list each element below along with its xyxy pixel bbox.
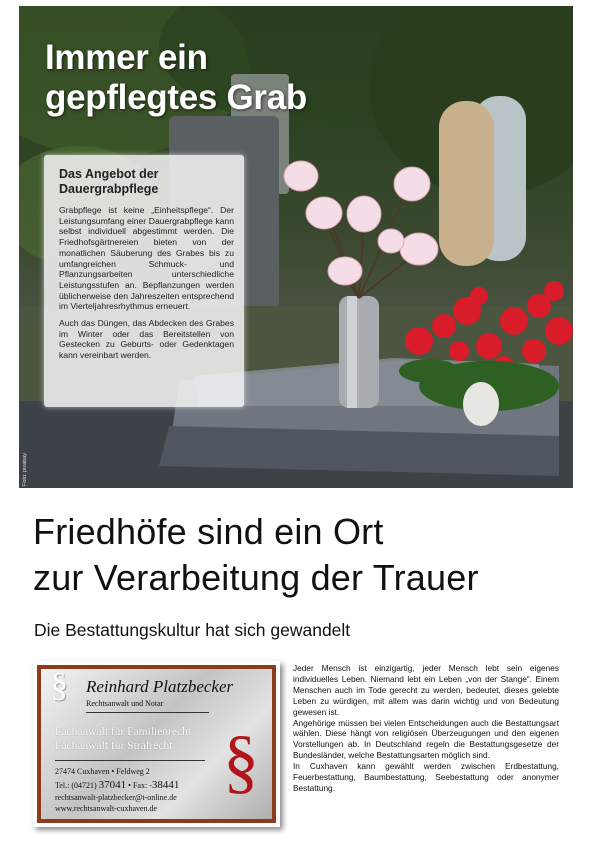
info-box-heading-line2: Dauergrabpflege: [59, 182, 159, 196]
article-body: [293, 663, 559, 794]
white-stone: [463, 382, 499, 426]
ad-fax-number: 38441: [151, 779, 180, 791]
ad-lawyer-role: Rechtsanwalt und Notar: [86, 699, 164, 708]
lawyer-advertisement: [33, 661, 280, 827]
gravestone-sandstone: [439, 101, 494, 266]
paragraph-icon: §: [51, 667, 68, 704]
info-box-heading: [59, 167, 234, 197]
main-heading-line2: zur Verarbeitung der Trauer: [33, 557, 479, 598]
main-heading-line1: Friedhöfe sind ein Ort: [33, 511, 384, 552]
ad-phone-label: Tel.: (04721): [55, 781, 97, 790]
divider: [86, 712, 209, 713]
info-box-paragraph: Auch das Düngen, das Abdecken des Grabes im Winter oder das Bereitstellen von Gestecken zu Geburts- oder Gedenktagen kann vereinbart werden.: [59, 318, 234, 361]
ad-address: 27474 Cuxhaven • Feldweg 2: [55, 767, 150, 776]
divider: [55, 760, 205, 761]
ad-fax-label: • Fax: -: [128, 781, 152, 790]
vase: [339, 296, 379, 408]
ad-email-link[interactable]: rechtsanwalt-platzbecker@t-online.de: [55, 793, 177, 802]
article-paragraph: Angehörige müssen bei vielen Entscheidungen auch die Bestattungsart wählen. Diese hängt von religiösen Überzeugungen und den eigenen Vorstellungen ab. In Deutschland regeln die Bestattungsgesetze der Bundesländer, welche Bestattungsarten möglich sind.: [293, 717, 559, 761]
hero-title: [45, 38, 385, 118]
ad-phone-fax: [55, 779, 179, 791]
article-paragraph: In Cuxhaven kann gewählt werden zwischen Erdbestattung, Feuerbestattung, Baumbestattung, Seebestattung oder anonymer Bestattung.: [293, 761, 559, 793]
ad-website-link[interactable]: www.rechtsanwalt-cuxhaven.de: [55, 804, 158, 813]
magnolia-blossoms: [284, 161, 438, 285]
hero-title-line1: Immer ein: [45, 38, 208, 77]
ad-lawyer-name: Reinhard Platzbecker: [86, 677, 234, 696]
main-heading: [33, 509, 573, 601]
ad-phone-number[interactable]: 37041: [98, 779, 127, 791]
ad-specialty: Fachanwalt für Familienrecht: [55, 726, 192, 738]
photo-credit: Foto: pixabay: [22, 452, 28, 486]
info-box-paragraph: Grabpflege ist keine „Einheitspflege“. Der Leistungsumfang einer Dauergrabpflege kann selbst individuell abgestimmt werden. Die Friedhofsgärtnereien bieten von der monatlichen Säuberung des Grabes bis zu umfangreichen Schmuck- und Pflanzungsarbeiten unterschiedliche Leistungsstufen an. Bepflanzungen werden üblicherweise den Jahreszeiten entsprechend im Vierteljahresrhythmus erneuert.: [59, 205, 234, 312]
info-box-heading-line1: Das Angebot der: [59, 167, 159, 181]
paragraph-large-icon: §: [223, 721, 259, 801]
sub-heading: Die Bestattungskultur hat sich gewandelt: [34, 620, 351, 640]
ad-panel: [41, 669, 272, 819]
hero-photo: [19, 6, 573, 488]
ad-frame: [37, 665, 276, 823]
article-paragraph: Jeder Mensch ist einzigartig, jeder Mensch lebt sein eigenes individuelles Leben. Niemand lebt ein Leben „von der Stange“. Einem Menschen auch im Tode gerecht zu werden, bedeutet, dieses gelebte Leben zu würdigen, mit allem was darin wichtig und von Bedeutung gewesen ist.: [293, 663, 559, 717]
info-box: [44, 155, 244, 407]
ad-specialty: Fachanwalt für Strafrecht: [55, 740, 173, 752]
hero-title-line2: gepflegtes Grab: [45, 78, 307, 117]
